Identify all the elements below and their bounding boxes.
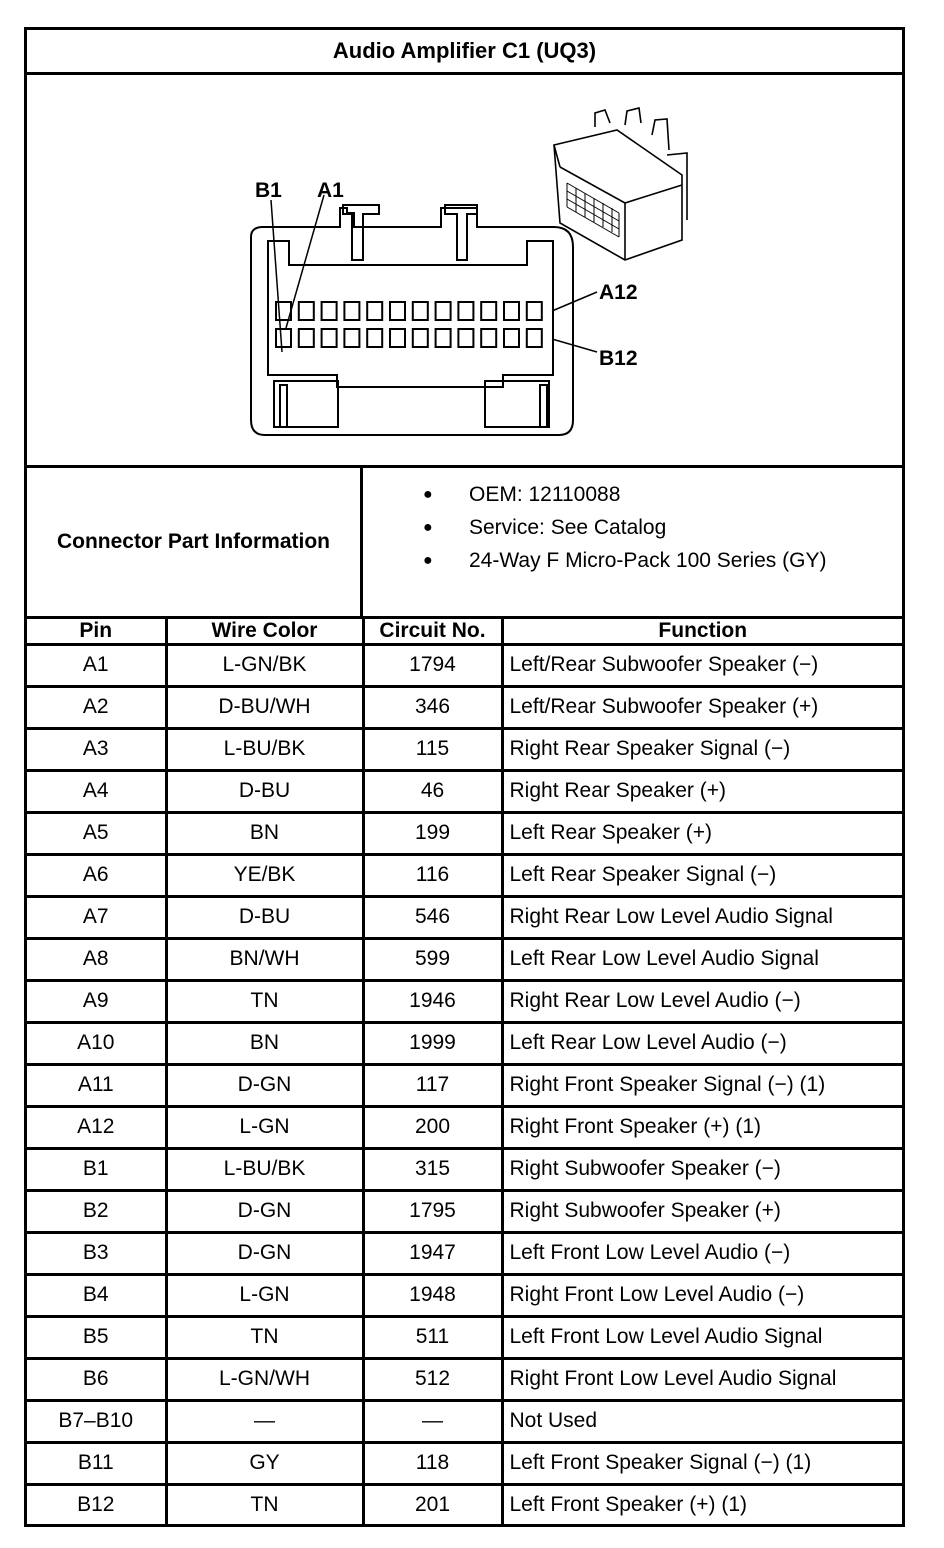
table-row xyxy=(27,1274,902,1316)
bullet-icon: ● xyxy=(423,486,433,503)
cell-wire-color: L-GN xyxy=(166,1274,363,1316)
cell-circuit-no: 1999 xyxy=(363,1022,502,1064)
connector-diagram xyxy=(27,75,902,468)
table-row xyxy=(27,938,902,980)
cell-pin: A12 xyxy=(27,1106,166,1148)
pin-cavity xyxy=(481,329,496,347)
cell-circuit-no: 1946 xyxy=(363,980,502,1022)
table-row xyxy=(27,1442,902,1484)
cell-pin: B1 xyxy=(27,1148,166,1190)
cell-wire-color: BN xyxy=(166,1022,363,1064)
cell-wire-color: D-GN xyxy=(166,1232,363,1274)
table-row xyxy=(27,854,902,896)
cell-circuit-no: 1794 xyxy=(363,645,502,687)
pin-cavity xyxy=(504,302,519,320)
table-row xyxy=(27,1064,902,1106)
pinout-table xyxy=(27,619,902,1524)
cell-pin: A5 xyxy=(27,812,166,854)
table-row xyxy=(27,896,902,938)
cell-function: Right Rear Speaker Signal (−) xyxy=(502,728,902,770)
pin-cavity xyxy=(436,329,451,347)
cell-wire-color: D-BU xyxy=(166,770,363,812)
pin-cavity xyxy=(436,302,451,320)
cell-function: Not Used xyxy=(502,1400,902,1442)
cell-wire-color: GY xyxy=(166,1442,363,1484)
header-pin: Pin xyxy=(27,619,166,645)
cell-wire-color: D-BU xyxy=(166,896,363,938)
cell-function: Right Subwoofer Speaker (+) xyxy=(502,1190,902,1232)
cell-circuit-no: 116 xyxy=(363,854,502,896)
cell-function: Left Front Speaker (+) (1) xyxy=(502,1484,902,1524)
cell-pin: B6 xyxy=(27,1358,166,1400)
cell-function: Right Front Speaker Signal (−) (1) xyxy=(502,1064,902,1106)
cell-function: Left Rear Low Level Audio Signal xyxy=(502,938,902,980)
cell-circuit-no: 346 xyxy=(363,686,502,728)
table-row xyxy=(27,980,902,1022)
label-b12: B12 xyxy=(599,347,638,370)
pin-cavity xyxy=(367,329,382,347)
cell-circuit-no: 117 xyxy=(363,1064,502,1106)
info-item-description: ● 24-Way F Micro-Pack 100 Series (GY) xyxy=(363,544,902,577)
table-row xyxy=(27,1232,902,1274)
connector-document xyxy=(24,27,905,1527)
cell-circuit-no: 199 xyxy=(363,812,502,854)
pin-cavity xyxy=(481,302,496,320)
cell-circuit-no: 511 xyxy=(363,1316,502,1358)
table-row xyxy=(27,1190,902,1232)
cell-wire-color: L-GN/WH xyxy=(166,1358,363,1400)
cell-pin: B2 xyxy=(27,1190,166,1232)
cell-function: Left Front Speaker Signal (−) (1) xyxy=(502,1442,902,1484)
cell-function: Left Front Low Level Audio (−) xyxy=(502,1232,902,1274)
bullet-icon: ● xyxy=(423,519,433,536)
cell-pin: A6 xyxy=(27,854,166,896)
cell-pin: A4 xyxy=(27,770,166,812)
connector-part-info-label: Connector Part Information xyxy=(27,468,363,616)
cell-circuit-no: 1948 xyxy=(363,1274,502,1316)
cell-circuit-no: 546 xyxy=(363,896,502,938)
cell-wire-color: BN/WH xyxy=(166,938,363,980)
cell-function: Right Rear Low Level Audio Signal xyxy=(502,896,902,938)
table-row xyxy=(27,1148,902,1190)
pin-cavity xyxy=(527,329,542,347)
cell-wire-color: TN xyxy=(166,1316,363,1358)
cell-function: Right Rear Low Level Audio (−) xyxy=(502,980,902,1022)
cell-pin: A1 xyxy=(27,645,166,687)
pin-cavity xyxy=(390,302,405,320)
cell-pin: A8 xyxy=(27,938,166,980)
pin-cavity xyxy=(299,329,314,347)
pin-cavity xyxy=(322,329,337,347)
pin-cavity xyxy=(299,302,314,320)
cell-function: Left/Rear Subwoofer Speaker (+) xyxy=(502,686,902,728)
cell-wire-color: L-GN xyxy=(166,1106,363,1148)
bullet-icon: ● xyxy=(423,552,433,569)
cell-function: Left Rear Speaker (+) xyxy=(502,812,902,854)
pin-cavity xyxy=(322,302,337,320)
pin-cavity xyxy=(458,302,473,320)
cell-circuit-no: 1795 xyxy=(363,1190,502,1232)
table-header-row xyxy=(27,619,902,645)
table-row xyxy=(27,812,902,854)
cell-pin: B5 xyxy=(27,1316,166,1358)
table-row xyxy=(27,1106,902,1148)
header-circuit-no: Circuit No. xyxy=(363,619,502,645)
pin-cavity xyxy=(413,302,428,320)
pin-cavity xyxy=(504,329,519,347)
label-a12: A12 xyxy=(599,281,638,304)
cell-pin: A11 xyxy=(27,1064,166,1106)
cell-wire-color: D-BU/WH xyxy=(166,686,363,728)
cell-circuit-no: 46 xyxy=(363,770,502,812)
cell-circuit-no: 1947 xyxy=(363,1232,502,1274)
pin-cavity xyxy=(458,329,473,347)
cell-function: Right Front Speaker (+) (1) xyxy=(502,1106,902,1148)
cell-wire-color: L-BU/BK xyxy=(166,1148,363,1190)
cell-circuit-no: 118 xyxy=(363,1442,502,1484)
pin-cavity xyxy=(344,329,359,347)
connector-part-info-list xyxy=(363,468,902,616)
cell-circuit-no: 315 xyxy=(363,1148,502,1190)
cell-pin: B4 xyxy=(27,1274,166,1316)
cell-pin: A2 xyxy=(27,686,166,728)
table-row xyxy=(27,1316,902,1358)
info-item-oem: ● OEM: 12110088 xyxy=(363,478,902,511)
table-row xyxy=(27,686,902,728)
cell-pin: B11 xyxy=(27,1442,166,1484)
cell-wire-color: — xyxy=(166,1400,363,1442)
cell-wire-color: YE/BK xyxy=(166,854,363,896)
cell-wire-color: TN xyxy=(166,980,363,1022)
cell-pin: B12 xyxy=(27,1484,166,1524)
table-row xyxy=(27,770,902,812)
cell-pin: B7–B10 xyxy=(27,1400,166,1442)
pin-cavity xyxy=(527,302,542,320)
cell-wire-color: L-GN/BK xyxy=(166,645,363,687)
table-row xyxy=(27,645,902,687)
cell-function: Right Rear Speaker (+) xyxy=(502,770,902,812)
cell-circuit-no: 115 xyxy=(363,728,502,770)
cell-function: Right Front Low Level Audio (−) xyxy=(502,1274,902,1316)
cell-circuit-no: 512 xyxy=(363,1358,502,1400)
connector-part-info xyxy=(27,468,902,619)
cell-circuit-no: 200 xyxy=(363,1106,502,1148)
cell-function: Left Rear Speaker Signal (−) xyxy=(502,854,902,896)
info-item-service: ● Service: See Catalog xyxy=(363,511,902,544)
pin-cavity xyxy=(367,302,382,320)
cell-wire-color: D-GN xyxy=(166,1190,363,1232)
cell-wire-color: TN xyxy=(166,1484,363,1524)
header-function: Function xyxy=(502,619,902,645)
connector-face-icon xyxy=(27,75,902,468)
cell-circuit-no: — xyxy=(363,1400,502,1442)
cell-circuit-no: 201 xyxy=(363,1484,502,1524)
table-row xyxy=(27,1400,902,1442)
cell-pin: A7 xyxy=(27,896,166,938)
cell-function: Left Rear Low Level Audio (−) xyxy=(502,1022,902,1064)
cell-wire-color: L-BU/BK xyxy=(166,728,363,770)
cell-function: Right Front Low Level Audio Signal xyxy=(502,1358,902,1400)
label-b1: B1 xyxy=(255,179,282,202)
pin-cavity xyxy=(413,329,428,347)
pin-cavity xyxy=(390,329,405,347)
cell-pin: A3 xyxy=(27,728,166,770)
cell-pin: A10 xyxy=(27,1022,166,1064)
cell-function: Left Front Low Level Audio Signal xyxy=(502,1316,902,1358)
page-title: Audio Amplifier C1 (UQ3) xyxy=(27,30,902,75)
cell-pin: A9 xyxy=(27,980,166,1022)
pin-cavity xyxy=(276,329,291,347)
cell-pin: B3 xyxy=(27,1232,166,1274)
cell-function: Right Subwoofer Speaker (−) xyxy=(502,1148,902,1190)
table-row xyxy=(27,1358,902,1400)
connector-3d-icon xyxy=(554,108,687,260)
table-row xyxy=(27,1022,902,1064)
header-wire-color: Wire Color xyxy=(166,619,363,645)
table-row xyxy=(27,1484,902,1524)
cell-circuit-no: 599 xyxy=(363,938,502,980)
cell-function: Left/Rear Subwoofer Speaker (−) xyxy=(502,645,902,687)
cell-wire-color: D-GN xyxy=(166,1064,363,1106)
label-a1: A1 xyxy=(317,179,344,202)
pin-cavity xyxy=(344,302,359,320)
cell-wire-color: BN xyxy=(166,812,363,854)
table-row xyxy=(27,728,902,770)
